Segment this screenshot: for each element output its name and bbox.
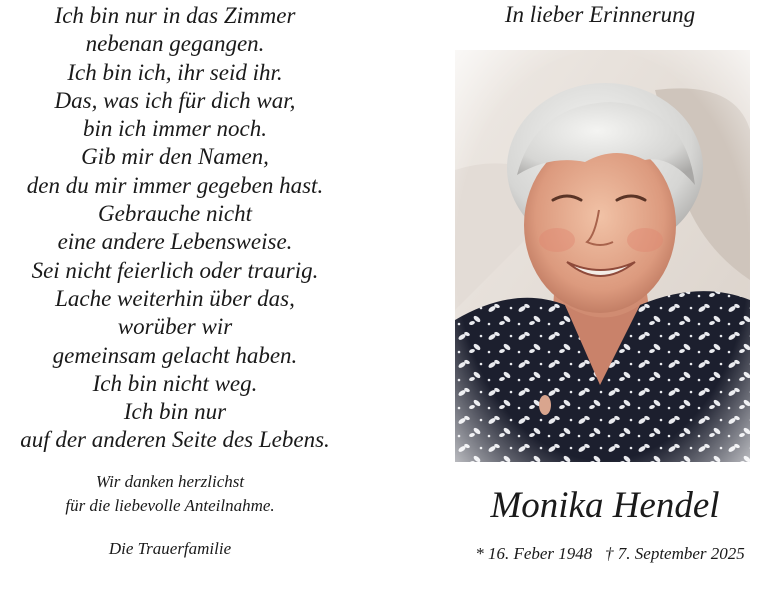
poem-line: worüber wir bbox=[117, 314, 233, 340]
poem-line: Gebrauche nicht bbox=[98, 201, 252, 227]
poem-line: den du mir immer gegeben hast. bbox=[26, 172, 324, 198]
thanks-line: Wir danken herzlichst bbox=[95, 472, 245, 491]
poem-line: Ich bin nur bbox=[123, 399, 227, 425]
family-signature: Die Trauerfamilie bbox=[108, 539, 232, 558]
poem-line: Ich bin nur in das Zimmer bbox=[54, 3, 296, 28]
poem-line: nebenan gegangen. bbox=[85, 31, 265, 57]
poem-line: bin ich immer noch. bbox=[83, 116, 267, 142]
death-date: † 7. September 2025 bbox=[605, 544, 745, 563]
life-dates bbox=[445, 544, 775, 564]
poem-line: Ich bin nicht weg. bbox=[92, 370, 258, 396]
poem bbox=[0, 2, 350, 455]
poem-line: Gib mir den Namen, bbox=[81, 144, 269, 170]
poem-line: Das, was ich für dich war, bbox=[54, 87, 296, 113]
portrait-illustration bbox=[455, 50, 750, 462]
poem-line: Sei nicht feierlich oder traurig. bbox=[31, 257, 319, 283]
thanks-note bbox=[0, 470, 340, 518]
birth-date: * 16. Feber 1948 bbox=[475, 544, 593, 563]
poem-line: auf der anderen Seite des Lebens. bbox=[20, 427, 330, 453]
poem-line: Ich bin ich, ihr seid ihr. bbox=[67, 59, 283, 85]
memorial-heading: In lieber Erinnerung bbox=[504, 2, 696, 27]
deceased-name: Monika Hendel bbox=[490, 485, 720, 526]
poem-line: gemeinsam gelacht haben. bbox=[52, 342, 298, 368]
thanks-line: für die liebevolle Anteilnahme. bbox=[65, 496, 275, 515]
portrait-photo bbox=[455, 50, 750, 462]
poem-line: eine andere Lebensweise. bbox=[57, 229, 293, 255]
poem-line: Lache weiterhin über das, bbox=[55, 285, 295, 311]
